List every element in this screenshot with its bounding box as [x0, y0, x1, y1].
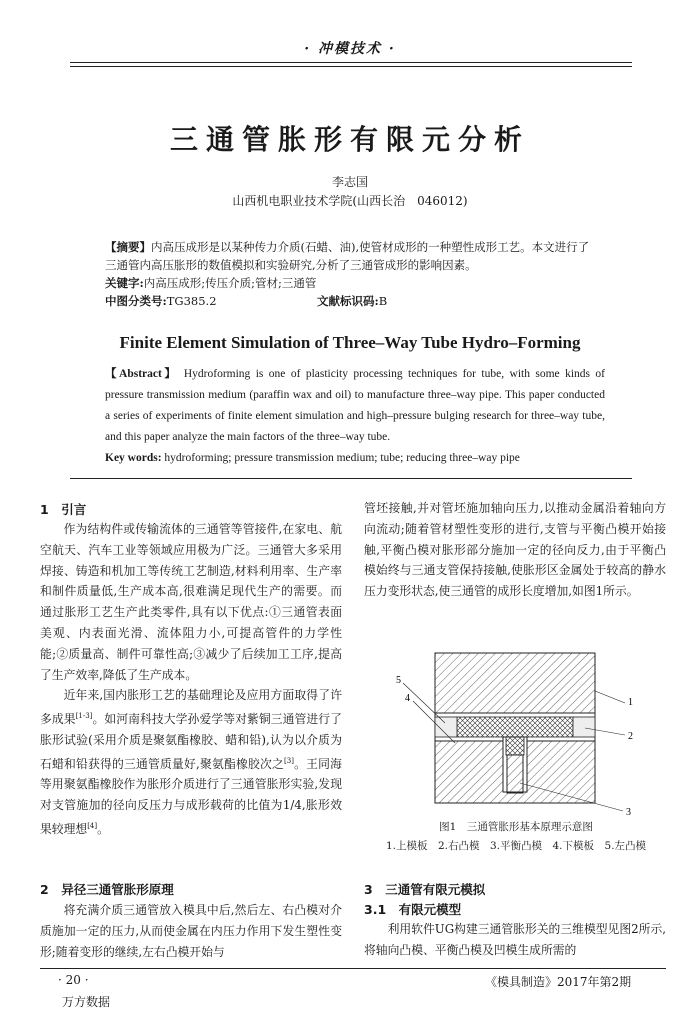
figure-1-caption: 图1 三通管胀形基本原理示意图	[439, 821, 593, 833]
abstract-zh-text: 内高压成形是以某种传力介质(石蜡、油),使管材成形的一种塑性成形工艺。本文进行了三通管内高压胀形的数值模拟和实验研究,分析了三通管成形的影响因素。	[105, 240, 590, 272]
header-rule-thin	[70, 66, 632, 67]
section-3-1-heading: 3.1 有限元模型	[364, 902, 462, 917]
section-1-continued: 管坯接触,并对管坯施加轴向压力,以推动金属沿着轴向方向流动;随着管材塑性变形的进行,支管与平衡凸模开始接触,平衡凸模对胀形部分施加一定的径向反力,由于平衡凸模始终与三通支管保持接触,使胀形区金属处于较高的静水压力变形状态,使三通管的成形长度增加,如图1所示。	[364, 501, 666, 599]
affiliation: 山西机电职业技术学院(山西长治 046012)	[232, 194, 468, 208]
keywords-en-label: Key words:	[105, 452, 162, 464]
label-4: 4	[405, 693, 410, 704]
abstract-divider	[70, 478, 632, 479]
figure-1-legend: 1.上模板 2.右凸模 3.平衡凸模 4.下模板 5.左凸模	[385, 840, 647, 852]
label-3: 3	[626, 807, 631, 818]
section-2-heading: 2 异径三通管胀形原理	[40, 882, 174, 897]
database-watermark: 万方数据	[62, 995, 111, 1009]
abstract-zh	[105, 238, 595, 274]
author: 李志国	[331, 175, 368, 189]
upper-die	[435, 653, 595, 721]
section-1-body	[40, 519, 342, 840]
article-title: 三通管胀形有限元分析	[169, 123, 530, 156]
clc-label: 中图分类号:	[105, 294, 167, 308]
section-3-heading: 3 三通管有限元模拟	[364, 882, 486, 897]
section-1-heading: 1 引言	[40, 502, 87, 517]
abstract-en	[105, 364, 605, 448]
keywords-zh-label: 关键字:	[105, 276, 144, 290]
leader-1	[595, 691, 625, 703]
abstract-en-label: 【Abstract】	[105, 368, 179, 380]
section-3-body: 利用软件UG构建三通管胀形关的三维模型见图2所示,将轴向凸模、平衡凸模及凹模生成所需的	[364, 922, 666, 957]
section-1-paragraph-2: 近年来,国内胀形工艺的基础理论及应用方面取得了许多成果[1-3]。如河南科技大学孙爱学等对紫铜三通管进行了胀形试验(采用介质是聚氨酯橡胶、蜡和铅),认为以介质为石蜡和铅获得的三通管质量好,聚氨酯橡胶次之[3]。王同海等用聚氨酯橡胶作为胀形介质进行了三通管胀形实验,发现对支管施加的径向反压力与成形载荷的比值为1/4,胀形效果较理想[4]。	[40, 688, 342, 836]
medium-branch	[506, 737, 524, 755]
label-5: 5	[396, 675, 401, 686]
balance-punch	[507, 755, 523, 793]
journal-issue: 《模具制造》2017年第2期	[485, 975, 632, 989]
keywords-zh-text: 内高压成形;传压介质;管材;三通管	[143, 276, 317, 290]
medium-main	[457, 717, 573, 737]
figure-1-diagram	[395, 643, 645, 821]
header-rule	[70, 62, 632, 63]
page-number: · 20 ·	[58, 973, 89, 987]
footer-rule	[40, 968, 666, 969]
label-1: 1	[628, 697, 633, 708]
right-punch	[573, 717, 595, 737]
keywords-en	[105, 448, 605, 469]
abstract-en-text: Hydroforming is one of plasticity processing techniques for tube, with some kinds of pressure transmission medium (paraffin wax and oil) to manufacture three–way pipe. This paper conducted a series of experiments of finite element simulation and high–pressure bulging research for three–way tube, and this paper analyze the main factors of the three–way tube.	[105, 368, 605, 443]
classification	[105, 292, 595, 310]
journal-column-header: · 冲模技术 ·	[304, 41, 396, 57]
section-2-body: 将充满介质三通管放入模具中后,然后左、右凸模对介质施加一定的压力,从而使金属在内压力作用下发生塑性变形;随着变形的继续,左右凸模开始与	[40, 903, 342, 959]
section-1-paragraph-1: 作为结构件或传输流体的三通管等管接件,在家电、航空航天、汽车工业等领域应用极为广泛。三通管大多采用焊接、铸造和机加工等传统工艺制造,材料利用率、生产率和制件质量低,生产成本高,很难满足现代生产的需要。而通过胀形工艺生产此类零件,具有以下优点:①三通管表面美观、内表面光滑、流体阻力小,可提高管件的力学性能;②质量高、制件可靠性高;③减少了后续加工工序,提高了生产效率,降低了生产成本。	[40, 522, 342, 682]
label-2: 2	[628, 731, 633, 742]
doc-code-label: 文献标识码:	[317, 294, 379, 308]
doc-code-value: B	[378, 294, 388, 308]
english-title: Finite Element Simulation of Three–Way Tube Hydro–Forming	[119, 333, 581, 352]
clc-value: TG385.2	[166, 294, 217, 308]
keywords-en-text: hydroforming; pressure transmission medium; tube; reducing three–way pipe	[164, 452, 520, 464]
abstract-zh-label: 【摘要】	[105, 240, 151, 254]
keywords-zh	[105, 274, 595, 292]
